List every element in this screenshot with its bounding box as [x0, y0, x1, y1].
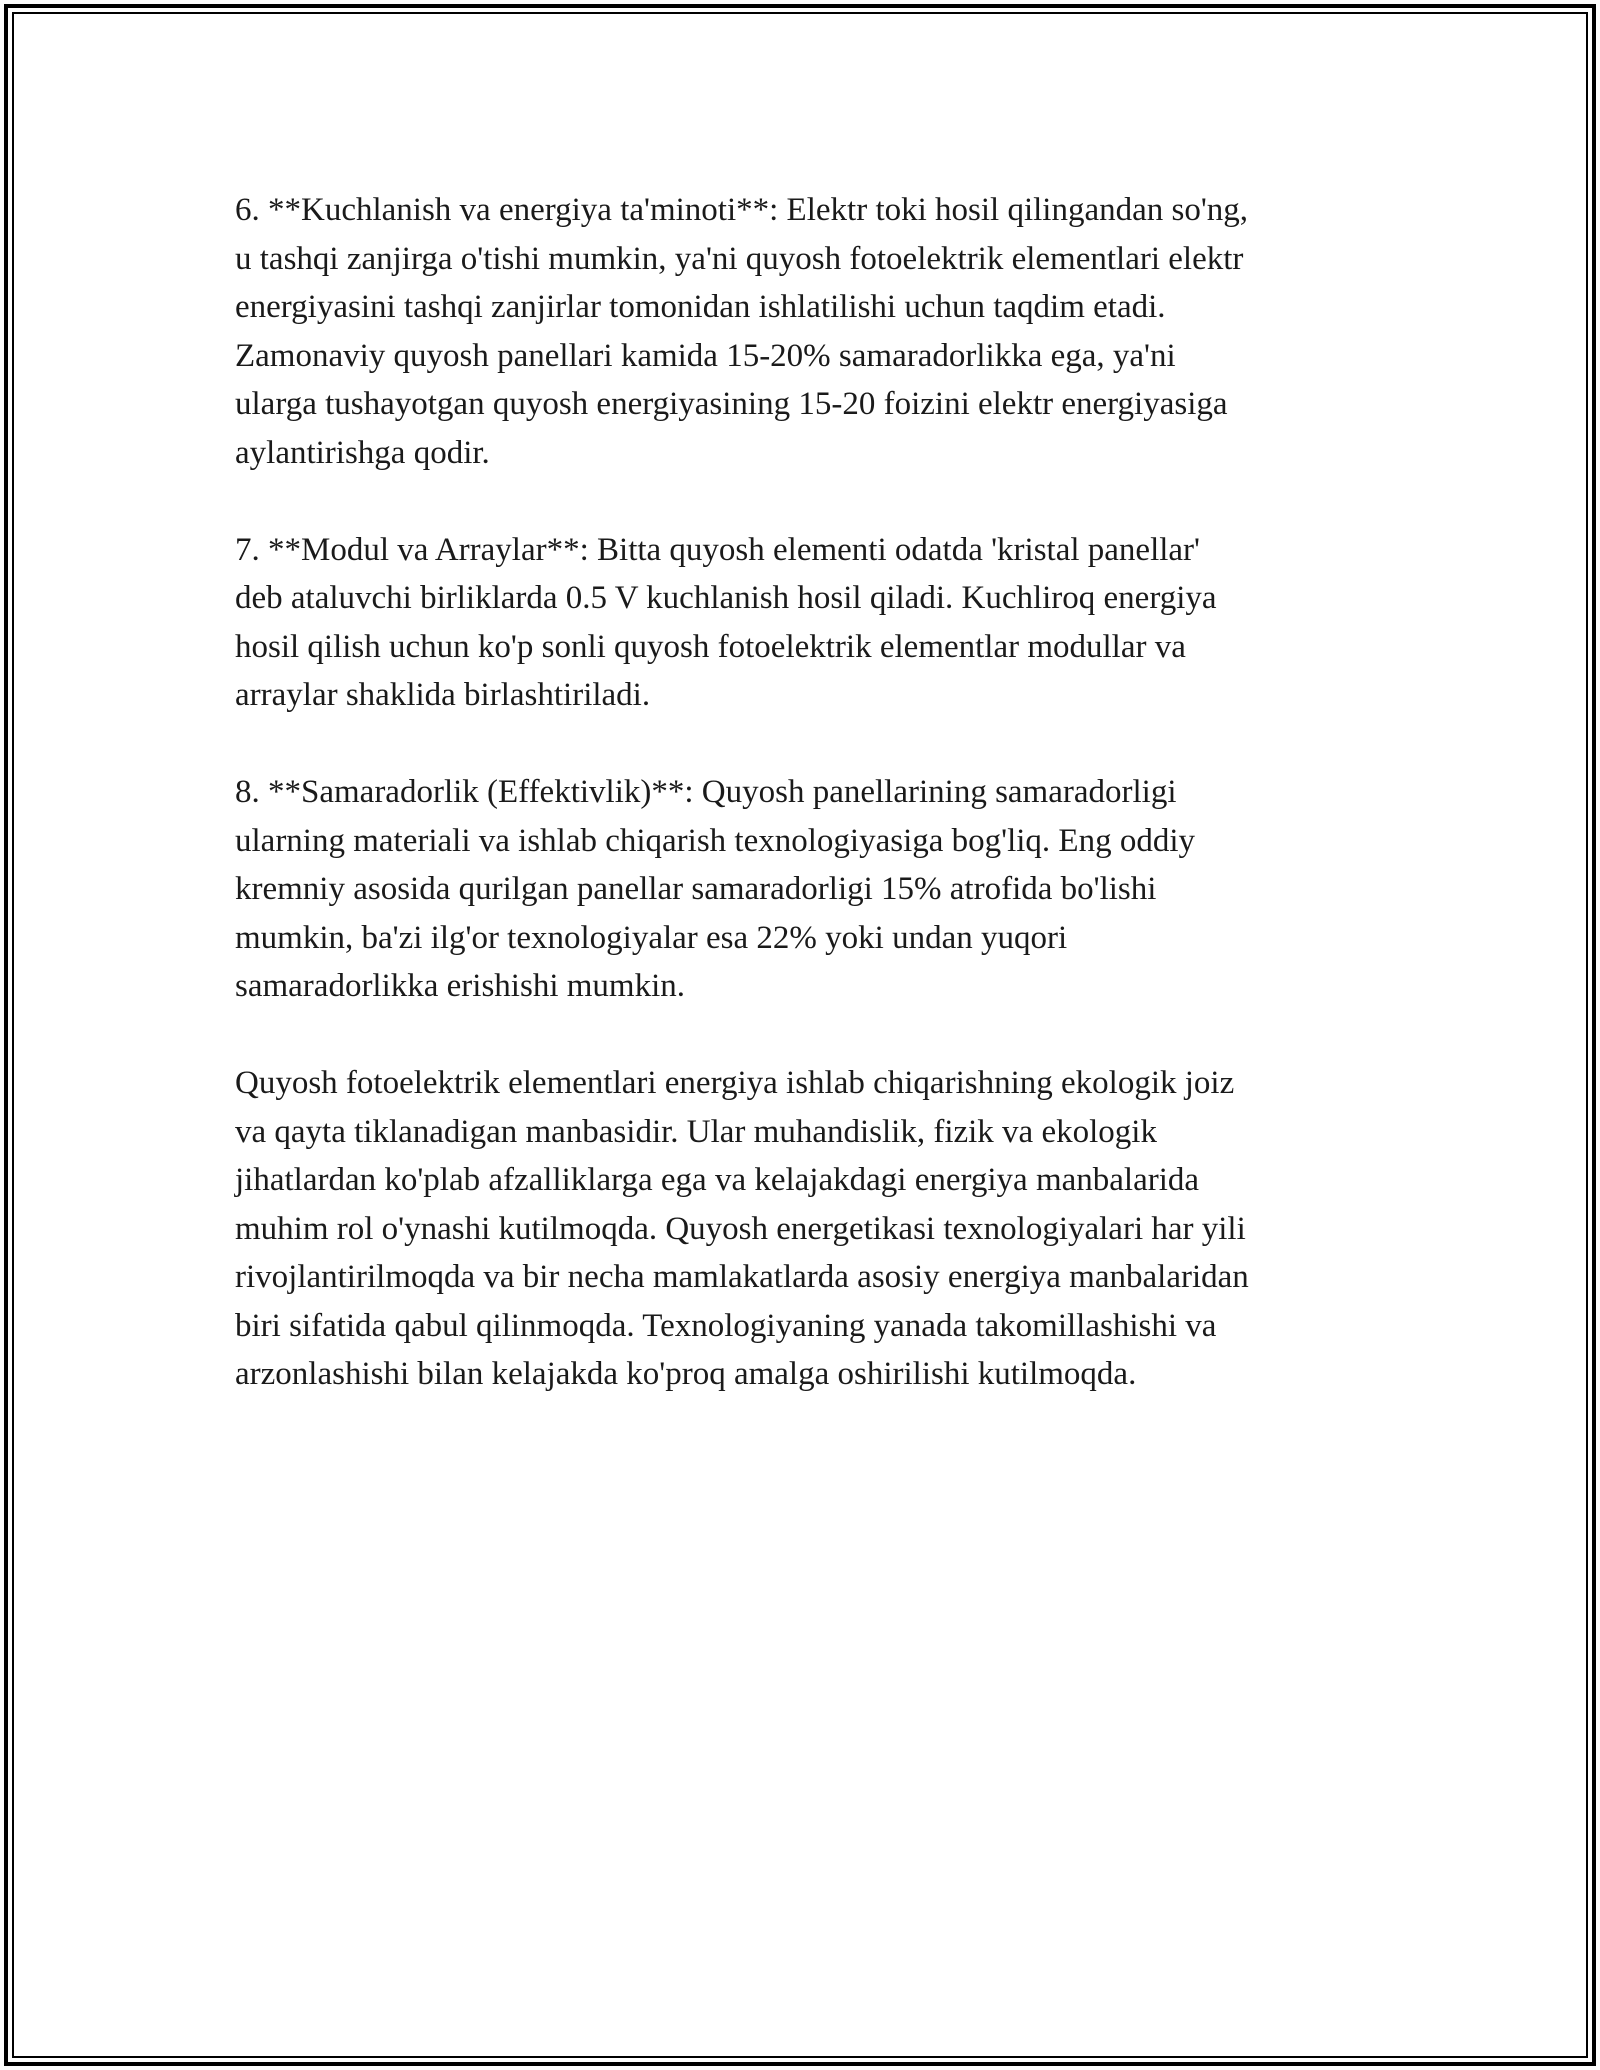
text-line: u tashqi zanjirga o'tishi mumkin, ya'ni quyosh fotoelektrik elementlari elektr	[235, 240, 1244, 277]
text-line: Zamonaviy quyosh panellari kamida 15-20% samaradorlikka ega, ya'ni	[235, 337, 1176, 374]
text-line: 6. **Kuchlanish va energiya ta'minoti**: Elektr toki hosil qilingandan so'ng,	[235, 192, 1249, 228]
text-line: ularning materiali va ishlab chiqarish texnologiyasiga bog'liq. Eng oddiy	[235, 822, 1195, 859]
text-line: biri sifatida qabul qilinmoqda. Texnologiyaning yanada takomillashishi va	[235, 1307, 1217, 1344]
text-line: Quyosh fotoelektrik elementlari energiya ishlab chiqarishning ekologik joiz	[235, 1065, 1235, 1101]
paragraph-efficiency	[235, 768, 1385, 1011]
text-line: jihatlardan ko'plab afzalliklarga ega va kelajakdagi energiya manbalarida	[235, 1162, 1200, 1198]
text-line: aylantirishga qodir.	[235, 434, 490, 471]
text-line: 8. **Samaradorlik (Effektivlik)**: Quyosh panellarining samaradorligi	[235, 774, 1177, 810]
text-line: va qayta tiklanadigan manbasidir. Ular muhandislik, fizik va ekologik	[235, 1113, 1157, 1150]
text-line: muhim rol o'ynashi kutilmoqda. Quyosh energetikasi texnologiyalari har yili	[235, 1210, 1246, 1247]
text-line: samaradorlikka erishishi mumkin.	[235, 968, 685, 1004]
document-body	[235, 186, 1385, 1447]
paragraph-voltage-energy-supply	[235, 186, 1385, 477]
text-line: energiyasini tashqi zanjirlar tomonidan ishlatilishi uchun taqdim etadi.	[235, 289, 1166, 325]
text-line: kremniy asosida qurilgan panellar samaradorligi 15% atrofida bo'lishi	[235, 871, 1157, 907]
text-line: ularga tushayotgan quyosh energiyasining 15-20 foizini elektr energiyasiga	[235, 386, 1228, 422]
text-line: arraylar shaklida birlashtiriladi.	[235, 677, 651, 713]
text-line: deb ataluvchi birliklarda 0.5 V kuchlanish hosil qiladi. Kuchliroq energiya	[235, 580, 1217, 616]
paragraph-modules-arrays	[235, 526, 1385, 720]
text-line: rivojlantirilmoqda va bir necha mamlakatlarda asosiy energiya manbalaridan	[235, 1259, 1249, 1295]
text-line: hosil qilish uchun ko'p sonli quyosh fotoelektrik elementlar modullar va	[235, 628, 1186, 665]
text-line: mumkin, ba'zi ilg'or texnologiyalar esa 22% yoki undan yuqori	[235, 919, 1068, 956]
text-line: arzonlashishi bilan kelajakda ko'proq amalga oshirilishi kutilmoqda.	[235, 1356, 1137, 1392]
paragraph-conclusion	[235, 1059, 1385, 1399]
text-line: 7. **Modul va Arraylar**: Bitta quyosh elementi odatda 'kristal panellar'	[235, 531, 1200, 568]
